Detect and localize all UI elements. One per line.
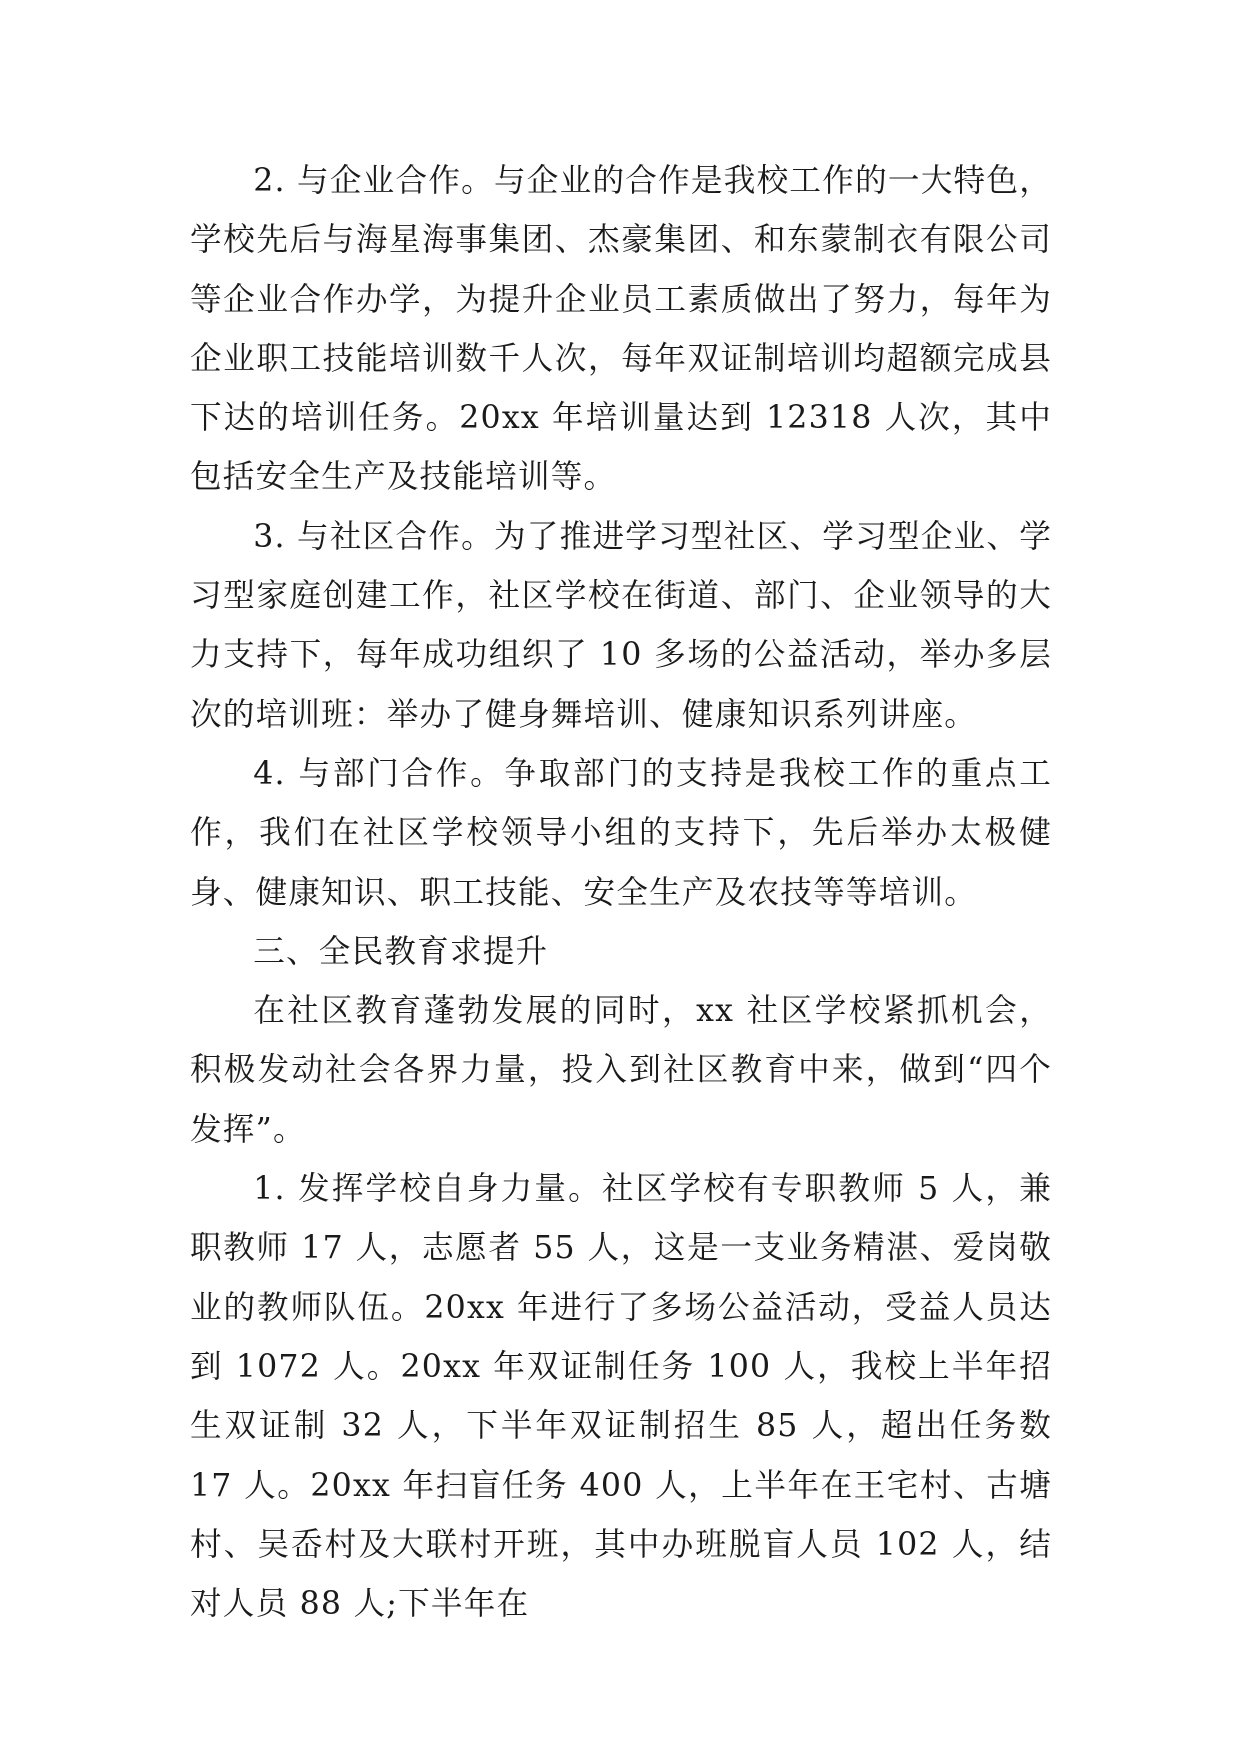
paragraph-enterprise-cooperation: 2. 与企业合作。与企业的合作是我校工作的一大特色，学校先后与海星海事集团、杰豪集团、和东蒙制衣有限公司等企业合作办学，为提升企业员工素质做出了努力，每年为企业职工技能培训数千人次，每年双证制培训均超额完成县下达的培训任务。20xx 年培训量达到 12318 人次，其中包括安全生产及技能培训等。 — [190, 163, 1052, 496]
section-heading: 三、全民教育求提升 — [253, 933, 549, 970]
paragraph-community-cooperation: 3. 与社区合作。为了推进学习型社区、学习型企业、学习型家庭创建工作，社区学校在街道、部门、企业领导的大力支持下，每年成功组织了 10 多场的公益活动，举办多层次的培训班：举办了健身舞培训、健康知识系列讲座。 — [190, 518, 1052, 733]
paragraph-section-intro: 在社区教育蓬勃发展的同时，xx 社区学校紧抓机会，积极发动社会各界力量，投入到社区教育中来，做到“四个发挥”。 — [190, 993, 1052, 1148]
paragraph-department-cooperation: 4. 与部门合作。争取部门的支持是我校工作的重点工作，我们在社区学校领导小组的支持下，先后举办太极健身、健康知识、职工技能、安全生产及农技等等培训。 — [190, 755, 1052, 911]
paragraph-school-strength: 1. 发挥学校自身力量。社区学校有专职教师 5 人，兼职教师 17 人，志愿者 55 人，这是一支业务精湛、爱岗敬业的教师队伍。20xx 年进行了多场公益活动，受益人员达到 1072 人。20xx 年双证制任务 100 人，我校上半年招生双证制 32 人，下半年双证制招生 85 人，超出任务数 17 人。20xx 年扫盲任务 400 人，上半年在王宅村、古塘村、吴岙村及大联村开班，其中办班脱盲人员 102 人，结对人员 88 人;下半年在 — [190, 1171, 1052, 1623]
document-body — [190, 152, 1052, 1634]
